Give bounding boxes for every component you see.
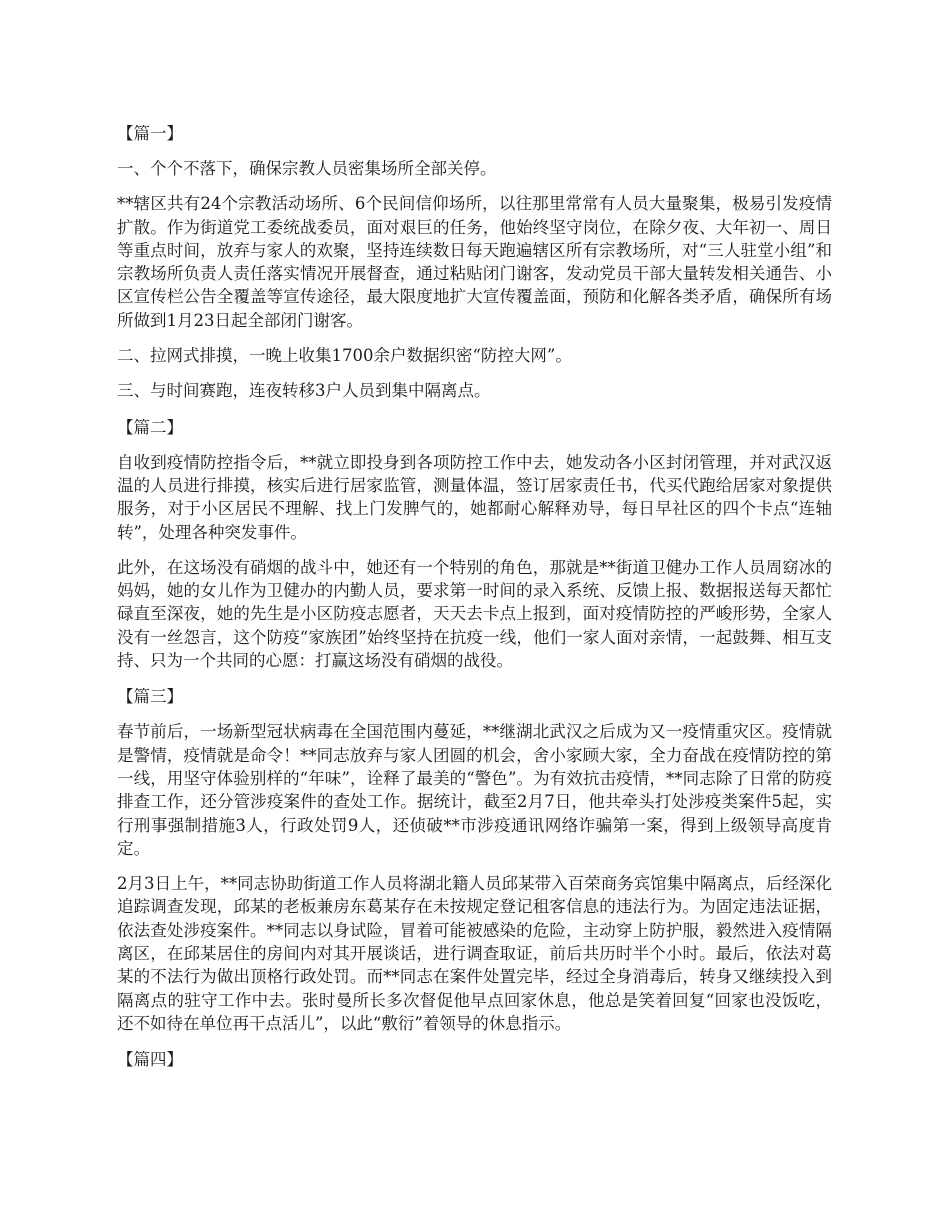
document-page [117,121,832,1083]
list-item-1: 一、个个不落下，确保宗教人员密集场所全部关停。 [117,159,497,178]
paragraph-3-1: 春节前后，一场新型冠状病毒在全国范围内蔓延，**继湖北武汉之后成为又一疫情重灾区。疫情就是警情，疫情就是命令！**同志放弃与家人团圆的机会，舍小家顾大家，全力奋战在疫情防控的第一线，用坚守体验别样的“年味”，诠释了最美的“警色”。为有效抗击疫情，**同志除了日常的防疫排查工作，还分管涉疫案件的查处工作。据统计，截至2月7日，他共牵头打处涉疫类案件5起，实行刑事强制措施3人，行政处罚9人，还侦破**市涉疫通讯网络诈骗第一案，得到上级领导高度肯定。 [117,722,832,858]
paragraph-1-1: **辖区共有24个宗教活动场所、6个民间信仰场所，以往那里常常有人员大量聚集，极易引发疫情扩散。作为街道党工委统战委员，面对艰巨的任务，他始终坚守岗位，在除夕夜、大年初一、周日等重点时间，放弃与家人的欢聚，坚持连续数日每天跑遍辖区所有宗教场所，对“三人驻堂小组”和宗教场所负责人责任落实情况开展督查，通过粘贴闭门谢客，发动党员干部大量转发相关通告、小区宣传栏公告全覆盖等宣传途径，最大限度地扩大宣传覆盖面，预防和化解各类矛盾，确保所有场所做到1月23日起全部闭门谢客。 [117,194,832,330]
paragraph-3-2: 2月3日上午，**同志协助街道工作人员将湖北籍人员邱某带入百荣商务宾馆集中隔离点，后经深化追踪调查发现，邱某的老板兼房东葛某存在未按规定登记租客信息的违法行为。为固定违法证据，依法查处涉疫案件。**同志以身试险，冒着可能被感染的危险，主动穿上防护服，毅然进入疫情隔离区，在邱某居住的房间内对其开展谈话，进行调查取证，前后共历时半个小时。最后，依法对葛某的不法行为做出顶格行政处罚。而**同志在案件处置完毕，经过全身消毒后，转身又继续投入到隔离点的驻守工作中去。张时曼所长多次督促他早点回家休息，他总是笑着回复“回家也没饭吃，还不如待在单位再干点活儿”，以此“敷衍”着领导的休息指示。 [117,874,832,1033]
section-heading-3: 【篇三】 [117,687,183,707]
paragraph-2-2: 此外，在这场没有硝烟的战斗中，她还有一个特别的角色，那就是**街道卫健办工作人员周窈冰的妈妈，她的女儿作为卫健办的内勤人员，要求第一时间的录入系统、反馈上报、数据报送每天都忙碌直至深夜，她的先生是小区防疫志愿者，天天去卡点上报到，面对疫情防控的严峻形势，全家人没有一丝怨言，这个防疫“家族团”始终坚持在抗疫一线，他们一家人面对亲情，一起鼓舞、相互支持、只为一个共同的心愿：打赢这场没有硝烟的战役。 [117,557,832,671]
list-item-2: 二、拉网式排摸，一晚上收集1700余户数据织密“防控大网”。 [117,346,572,366]
section-heading-2: 【篇二】 [117,417,183,437]
list-item-3: 三、与时间赛跑，连夜转移3户人员到集中隔离点。 [117,381,491,401]
section-heading-1: 【篇一】 [117,124,183,143]
section-heading-4: 【篇四】 [117,1050,183,1070]
paragraph-2-1: 自收到疫情防控指令后，**就立即投身到各项防控工作中去，她发动各小区封闭管理，并对武汉返温的人员进行排摸，核实后进行居家监管，测量体温，签订居家责任书，代买代跑给居家对象提供服务，对于小区居民不理解、找上门发脾气的，她都耐心解释劝导，每日早社区的四个卡点“连轴转”，处理各种突发事件。 [117,452,832,542]
